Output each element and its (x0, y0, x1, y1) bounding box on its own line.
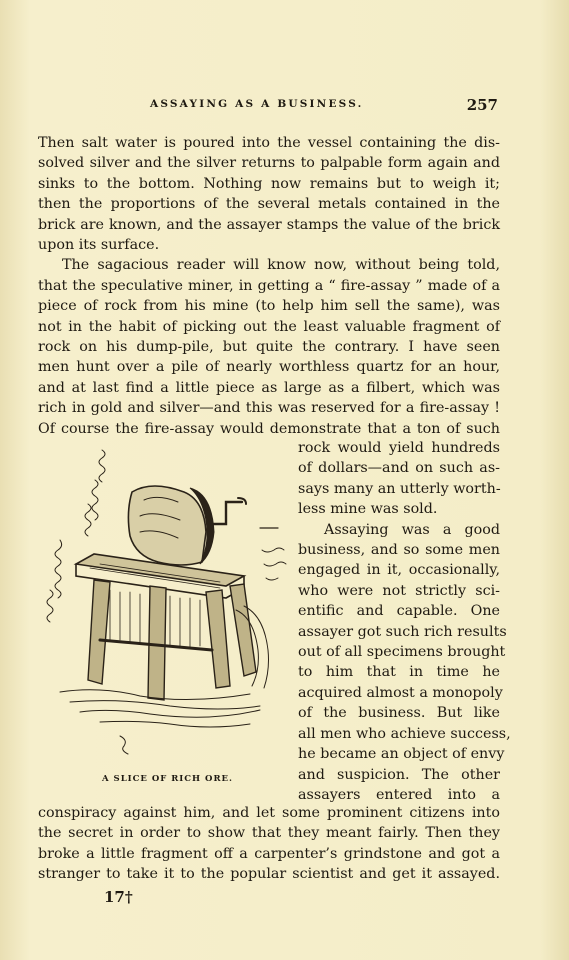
text-line: piece of rock from his mine (to help him sell the same), was (38, 298, 500, 315)
page-number: 257 (466, 96, 498, 114)
text-line: of the business. But like (298, 705, 500, 722)
text-line: the secret in order to show that they meant fairly. Then they (38, 825, 500, 842)
text-line: Then salt water is poured into the vessel containing the dis- (38, 135, 500, 151)
running-head: ASSAYING AS A BUSINESS. (150, 98, 364, 110)
text-line: assayers entered into a (298, 786, 500, 803)
grindstone-illustration (40, 440, 290, 760)
text-line: says many an utterly worth- (298, 480, 501, 497)
text-line: then the proportions of the several metals contained in the (38, 196, 500, 213)
grindstone-illustration-icon (40, 440, 290, 760)
text-line: men hunt over a pile of nearly worthless quartz for an hour, (38, 359, 500, 376)
body-text-bottom (38, 803, 500, 885)
text-line: acquired almost a monopoly (298, 684, 503, 701)
text-line: sinks to the bottom. Nothing now remains but to weigh it; (38, 175, 500, 192)
text-line: and at last find a little piece as large as a filbert, which was (38, 379, 500, 396)
text-line: who were not strictly sci- (298, 582, 500, 599)
text-line: engaged in it, occasionally, (298, 562, 500, 579)
text-line: rock would yield hundreds (298, 440, 500, 456)
text-line: Assaying was a good (324, 521, 500, 538)
text-line: rich in gold and silver—and this was reserved for a fire-assay ! (38, 400, 500, 417)
text-line: of dollars—and on such as- (298, 460, 500, 477)
text-line: brick are known, and the assayer stamps the value of the brick (38, 216, 500, 233)
text-line: rock on his dump-pile, but quite the contrary. I have seen (38, 339, 500, 356)
text-line: assayer got such rich results (298, 623, 507, 640)
text-line: he became an object of envy (298, 746, 505, 763)
text-line: not in the habit of picking out the least valuable fragment of (38, 318, 500, 335)
text-line: conspiracy against him, and let some prominent citizens into (38, 805, 500, 821)
text-line: all men who achieve success, (298, 725, 511, 742)
figure-caption: A SLICE OF RICH ORE. (102, 774, 233, 784)
text-line: business, and so some men (298, 542, 500, 559)
page-header (38, 96, 498, 116)
text-line: The sagacious reader will know now, without being told, (62, 257, 500, 274)
body-text-top (38, 133, 500, 439)
text-line: stranger to take it to the popular scientist and get it assayed. (38, 866, 500, 883)
text-line: entific and capable. One (298, 603, 500, 620)
body-text-side (298, 438, 511, 805)
text-line: broke a little fragment off a carpenter’s grindstone and got a (38, 845, 500, 862)
text-line: less mine was sold. (298, 501, 438, 518)
text-line: and suspicion. The other (298, 766, 500, 783)
signature-mark: 17† (104, 888, 133, 906)
text-line: to him that in time he (298, 664, 500, 681)
text-line: upon its surface. (38, 237, 160, 254)
text-line: Of course the fire-assay would demonstrate that a ton of such (38, 420, 500, 437)
text-line: that the speculative miner, in getting a “ fire-assay ” made of a (38, 277, 500, 294)
text-line: solved silver and the silver returns to palpable form again and (38, 155, 500, 172)
text-line: out of all specimens brought (298, 644, 506, 661)
